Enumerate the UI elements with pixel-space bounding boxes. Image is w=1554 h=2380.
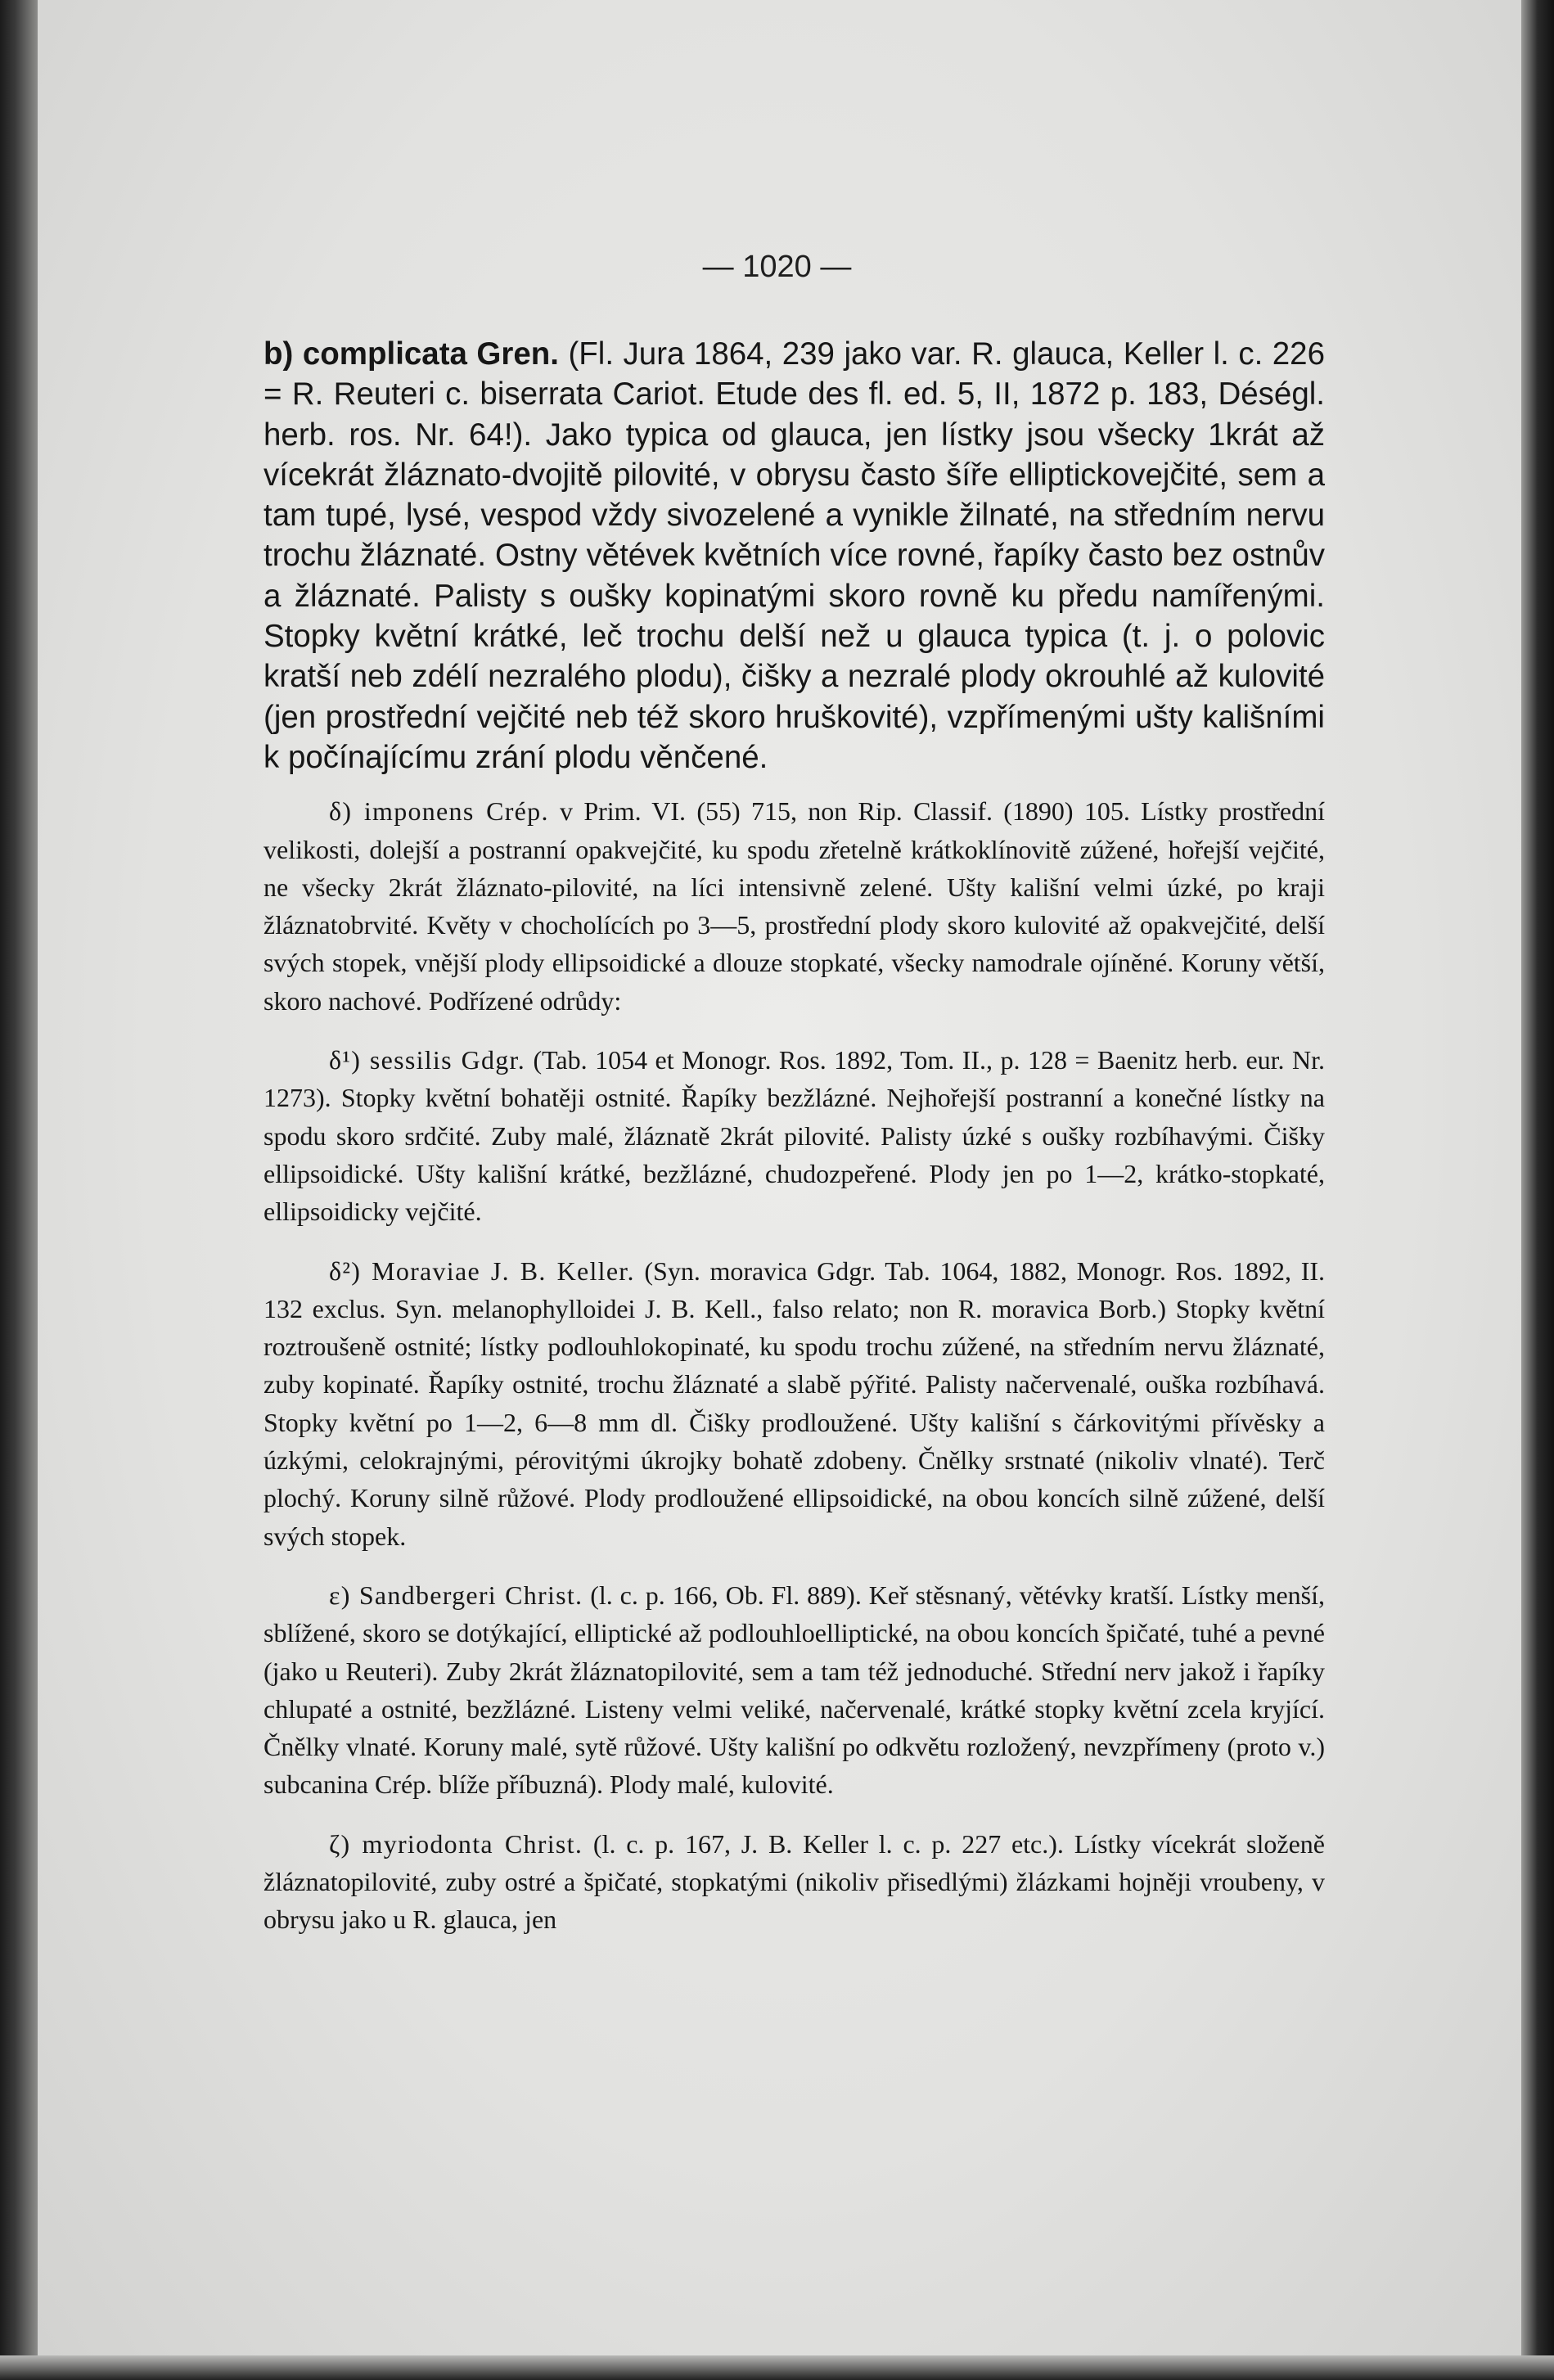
- scan-edge-left: [0, 0, 38, 2380]
- variety-heading: δ) imponens Crép.: [329, 796, 549, 827]
- paragraph-body: (l. c. p. 167, J. B. Keller l. c. p. 227 etc.). Lístky vícekrát složeně žláznatopilovité, zuby ostré a špičaté, stopkatými (nikoliv přisedlými) žlázkami hojněji vroubeny, v obrysu jako u R. glauca, jen: [264, 1828, 1326, 1935]
- paragraph-myriodonta: [264, 1825, 1325, 1939]
- variety-heading: ε) Sandbergeri Christ.: [329, 1580, 583, 1610]
- paragraph-body: (Tab. 1054 et Monogr. Ros. 1892, Tom. II., p. 128 = Baenitz herb. eur. Nr. 1273). Stopky květní bohatěji ostnité. Řapíky bezžlázné. Nejhořejší postranní a konečné lístky na spodu skoro srdčité. Zuby malé, žláznatě 2krát pilovité. Palisty úzké s oušky rozbíhavými. Čišky ellipsoidické. Ušty kališní krátké, bezžlázné, chudozpeřené. Plody jen po 1—2, krátko-stopkaté, ellipsoidicky vejčité.: [264, 1045, 1326, 1227]
- variety-heading: δ¹) sessilis Gdgr.: [329, 1045, 525, 1075]
- scan-edge-bottom: [0, 2355, 1554, 2380]
- scan-edge-right: [1521, 0, 1554, 2380]
- paragraph-body: (Syn. moravica Gdgr. Tab. 1064, 1882, Monogr. Ros. 1892, II. 132 exclus. Syn. melanophylloidei J. B. Kell., falso relato; non R. moravica Borb.) Stopky květní roztroušeně ostnité; lístky podlouhlokopinaté, ku spodu trochu zúžené, na středním nervu žláznaté, zuby kopinaté. Řapíky ostnité, trochu žláznaté a slabě pýřité. Palisty načervenalé, ouška rozbíhavá. Stopky květní po 1—2, 6—8 mm dl. Čišky prodloužené. Ušty kališní s čárkovitými přívěsky a úzkými, celokrajnými, pérovitými úkrojky bohatě zdobeny. Čnělky srstnaté (nikoliv vlnaté). Terč plochý. Koruny silně růžové. Plody prodloužené ellipsoidické, na obou koncích silně zúžené, delší svých stopek.: [264, 1255, 1326, 1551]
- paragraph-moraviae: [264, 1252, 1325, 1555]
- variety-heading: δ²) Moraviae J. B. Keller.: [329, 1255, 635, 1286]
- variety-heading: b) complicata Gren.: [264, 336, 559, 372]
- paragraph-body: (Fl. Jura 1864, 239 jako var. R. glauca, Keller l. c. 226 = R. Reuteri c. biserrata Cariot. Etude des fl. ed. 5, II, 1872 p. 183, Déségl. herb. ros. Nr. 64!). Jako typica od glauca, jen lístky jsou všecky 1krát až vícekrát žláznato-dvojitě pilovité, v obrysu často šíře elliptickovejčité, sem a tam tupé, lysé, vespod vždy sivozelené a vynikle žilnaté, na středním nervu trochu žláznaté. Ostny větévek květních více rovné, řapíky často bez ostnův a žláznaté. Palisty s oušky kopinatými skoro rovně ku předu namířenými. Stopky květní krátké, leč trochu delší než u glauca typica (t. j. o polovic kratší neb zdélí nezralého plodu), čišky a nezralé plody okrouhlé až kulovité (jen prostřední vejčité neb též skoro hruškovité), vzpřímenými ušty kališními k počínajícímu zrání plodu věnčené.: [264, 336, 1325, 775]
- paragraph-body: v Prim. VI. (55) 715, non Rip. Classif. (1890) 105. Lístky prostřední velikosti, dolejší a postranní opakvejčité, ku spodu zřetelně krátkoklínovitě zúžené, hořejší vejčité, ne všecky 2krát žláznato-pilovité, na líci intensivně zelené. Ušty kališní velmi úzké, po kraji žláznatobrvité. Květy v chocholících po 3—5, prostřední plody skoro kulovité až opakvejčité, delší svých stopek, vnější plody ellipsoidické a dlouze stopkaté, všecky namodrale ojíněné. Koruny větší, skoro nachové. Podřízené odrůdy:: [264, 796, 1325, 1016]
- paragraph-imponens: [264, 792, 1325, 1020]
- paragraph-sessilis: [264, 1041, 1325, 1230]
- paragraph-body: (l. c. p. 166, Ob. Fl. 889). Keř stěsnaný, větévky kratší. Lístky menší, sblížené, skoro se dotýkající, elliptické až podlouhloelliptické, na obou koncích špičaté, tuhé a pevné (jako u Reuteri). Zuby 2krát žláznatopilovité, sem a tam též jednoduché. Střední nerv jakož i řapíky chlupaté a ostnité, bezžlázné. Listeny velmi veliké, načervenalé, krátké stopky květní zcela kryjící. Čnělky vlnaté. Koruny malé, sytě růžové. Ušty kališní po odkvětu rozložený, nevzpřímeny (proto v.) subcanina Crép. blíže příbuzná). Plody malé, kulovité.: [264, 1580, 1326, 1800]
- variety-heading: ζ) myriodonta Christ.: [329, 1828, 583, 1859]
- page-number: — 1020 —: [702, 250, 852, 284]
- paragraph-sandbergeri: [264, 1576, 1325, 1804]
- text-block: [264, 334, 1325, 1960]
- paragraph-complicata: [264, 334, 1325, 778]
